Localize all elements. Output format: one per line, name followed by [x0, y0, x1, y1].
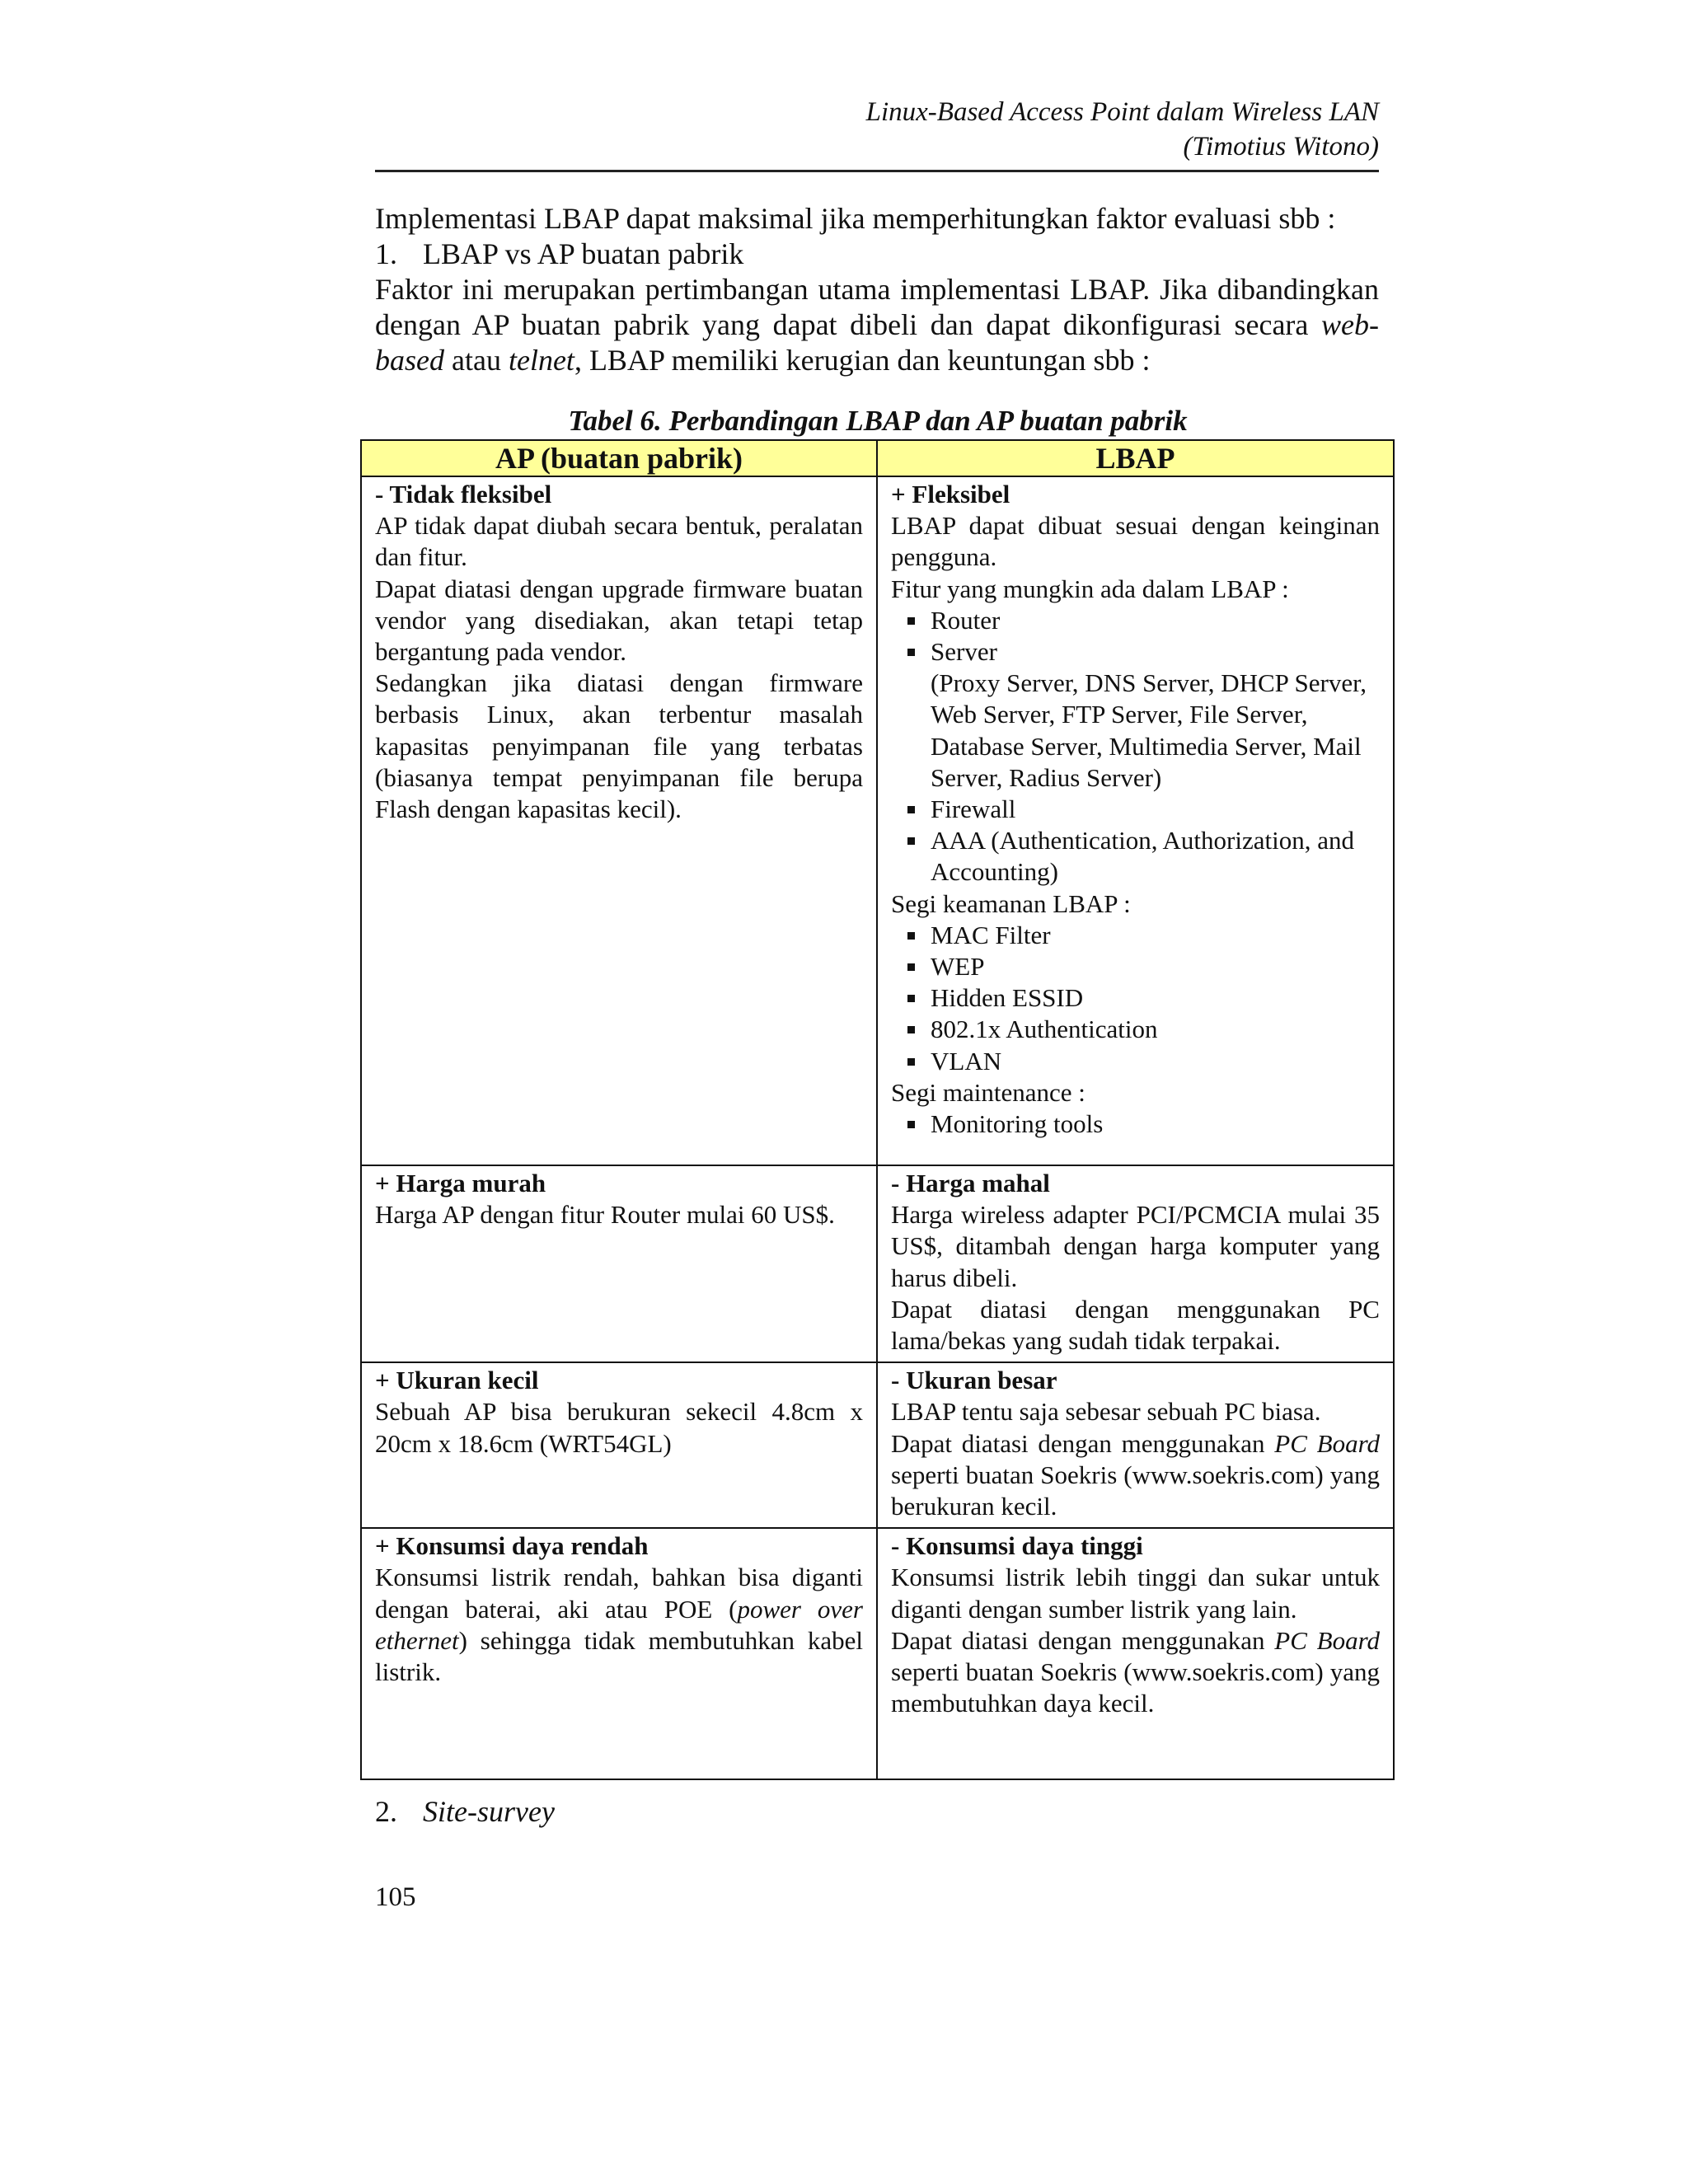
cell-text: AP tidak dapat diubah secara bentuk, peralatan dan fitur.: [375, 511, 863, 572]
cell-text: Sedangkan jika diatasi dengan firmware berbasis Linux, akan terbentur masalah kapasitas penyimpanan file yang terbatas (biasanya tempat penyimpanan file berupa Flash dengan kapasitas kecil).: [375, 668, 863, 824]
cell-text: Fitur yang mungkin ada dalam LBAP :: [891, 574, 1289, 603]
list-item: Router: [906, 605, 1380, 636]
intro-paragraph: [375, 272, 1379, 378]
next-section-heading: [375, 1793, 555, 1830]
cell-text: Dapat diatasi dengan menggunakan PC lama/bekas yang sudah tidak terpakai.: [891, 1294, 1380, 1356]
table-row: [361, 1362, 1394, 1528]
cell-text-part: Dapat diatasi dengan menggunakan: [891, 1625, 1275, 1655]
cell-text: [891, 1428, 1380, 1523]
table-cell-ap: [361, 1362, 877, 1528]
list-item: Firewall: [906, 794, 1380, 825]
list-item: WEP: [906, 951, 1380, 982]
list-item: [906, 636, 1380, 794]
cell-title: + Ukuran kecil: [375, 1366, 539, 1395]
cell-title: + Harga murah: [375, 1169, 546, 1197]
server-detail: (Proxy Server, DNS Server, DHCP Server, Web Server, FTP Server, File Server, Database Server, Multimedia Server, Mail Server, Radius Server): [931, 668, 1367, 792]
cell-text: Dapat diatasi dengan upgrade firmware buatan vendor yang disediakan, akan tetapi tetap bergantung pada vendor.: [375, 574, 863, 667]
cell-text-emphasis: PC Board: [1274, 1625, 1380, 1655]
cell-text-part: seperti buatan Soekris (www.soekris.com) yang membutuhkan daya kecil.: [891, 1657, 1380, 1718]
security-list: [891, 920, 1380, 1077]
table-cell-lbap: [877, 1165, 1394, 1362]
next-section-title: Site-survey: [423, 1795, 555, 1828]
table-row: [361, 476, 1394, 1165]
cell-title: - Tidak fleksibel: [375, 480, 552, 509]
cell-text-part: seperti buatan Soekris (www.soekris.com) yang berukuran kecil.: [891, 1460, 1380, 1521]
list-item: VLAN: [906, 1046, 1380, 1077]
cell-text: [375, 1562, 863, 1688]
running-header-title: Linux-Based Access Point dalam Wireless LAN: [865, 97, 1379, 127]
table-caption: Tabel 6. Perbandingan LBAP dan AP buatan pabrik: [568, 405, 1188, 437]
cell-text: LBAP dapat dibuat sesuai dengan keinginan pengguna.: [891, 511, 1380, 572]
cell-title: - Konsumsi daya tinggi: [891, 1531, 1143, 1561]
intro-paragraph-text: atau: [444, 344, 509, 377]
intro-paragraph-text: Faktor ini merupakan pertimbangan utama implementasi LBAP. Jika dibandingkan dengan AP buatan pabrik yang dapat dibeli dan dapat dikonfigurasi secara: [375, 273, 1379, 341]
running-header: [375, 95, 1379, 164]
list-item: MAC Filter: [906, 920, 1380, 951]
cell-text: Sebuah AP bisa berukuran sekecil 4.8cm x 20cm x 18.6cm (WRT54GL): [375, 1397, 863, 1458]
cell-text-part: Dapat diatasi dengan menggunakan: [891, 1428, 1275, 1458]
list-item-1-label: LBAP vs AP buatan pabrik: [423, 237, 744, 270]
cell-text: LBAP tentu saja sebesar sebuah PC biasa.: [891, 1397, 1321, 1427]
intro-paragraph-text: , LBAP memiliki kerugian dan keuntungan sbb :: [574, 344, 1151, 377]
cell-text-emphasis: PC Board: [1274, 1428, 1380, 1458]
cell-title: - Harga mahal: [891, 1169, 1050, 1197]
feature-list: [891, 605, 1380, 888]
table-cell-lbap: [877, 1362, 1394, 1528]
list-item-label: Server: [931, 637, 997, 667]
list-item: AAA (Authentication, Authorization, and Accounting): [906, 825, 1380, 888]
table-header-row: [361, 440, 1394, 476]
cell-text: Harga AP dengan fitur Router mulai 60 US$.: [375, 1200, 835, 1230]
intro-section: [375, 201, 1379, 378]
list-item: Monitoring tools: [906, 1108, 1380, 1140]
intro-paragraph-emphasis-web-based: web-based: [375, 308, 1379, 377]
table-cell-lbap: [877, 476, 1394, 1165]
intro-lead: Implementasi LBAP dapat maksimal jika memperhitungkan faktor evaluasi sbb :: [375, 202, 1336, 235]
cell-text: Harga wireless adapter PCI/PCMCIA mulai 35 US$, ditambah dengan harga komputer yang harus dibeli.: [891, 1200, 1380, 1292]
cell-title: + Fleksibel: [891, 480, 1010, 509]
cell-title: + Konsumsi daya rendah: [375, 1531, 649, 1561]
table-cell-ap: [361, 1165, 877, 1362]
table-cell-ap: [361, 476, 877, 1165]
table-row: [361, 1165, 1394, 1362]
cell-text: Konsumsi listrik lebih tinggi dan sukar untuk diganti dengan sumber listrik yang lain.: [891, 1563, 1380, 1624]
table-cell-ap: [361, 1528, 877, 1779]
cell-text: Segi keamanan LBAP :: [891, 888, 1131, 918]
cell-title: - Ukuran besar: [891, 1366, 1057, 1395]
column-header-ap: AP (buatan pabrik): [361, 440, 877, 476]
cell-text-emphasis: power over ethernet: [375, 1594, 863, 1655]
cell-text-part: ) sehingga tidak membutuhkan kabel listrik.: [375, 1625, 863, 1687]
table-row: [361, 1528, 1394, 1779]
next-section-number: 2.: [375, 1795, 397, 1828]
list-item-1-number: 1.: [375, 237, 397, 270]
running-header-author: (Timotius Witono): [1183, 132, 1379, 162]
cell-text-part: Konsumsi listrik rendah, bahkan bisa diganti dengan baterai, aki atau POE (: [375, 1563, 863, 1624]
maintenance-list: [891, 1108, 1380, 1140]
comparison-table: [360, 439, 1395, 1780]
list-item: 802.1x Authentication: [906, 1014, 1380, 1045]
intro-paragraph-emphasis-telnet: telnet: [508, 344, 574, 377]
column-header-lbap: LBAP: [877, 440, 1394, 476]
cell-text: Segi maintenance :: [891, 1077, 1085, 1107]
header-rule: [375, 170, 1379, 172]
table-cell-lbap: [877, 1528, 1394, 1779]
page-number: 105: [375, 1882, 416, 1912]
list-item: Hidden ESSID: [906, 982, 1380, 1014]
cell-text: [891, 1625, 1380, 1720]
list-item-1: [375, 237, 1379, 272]
